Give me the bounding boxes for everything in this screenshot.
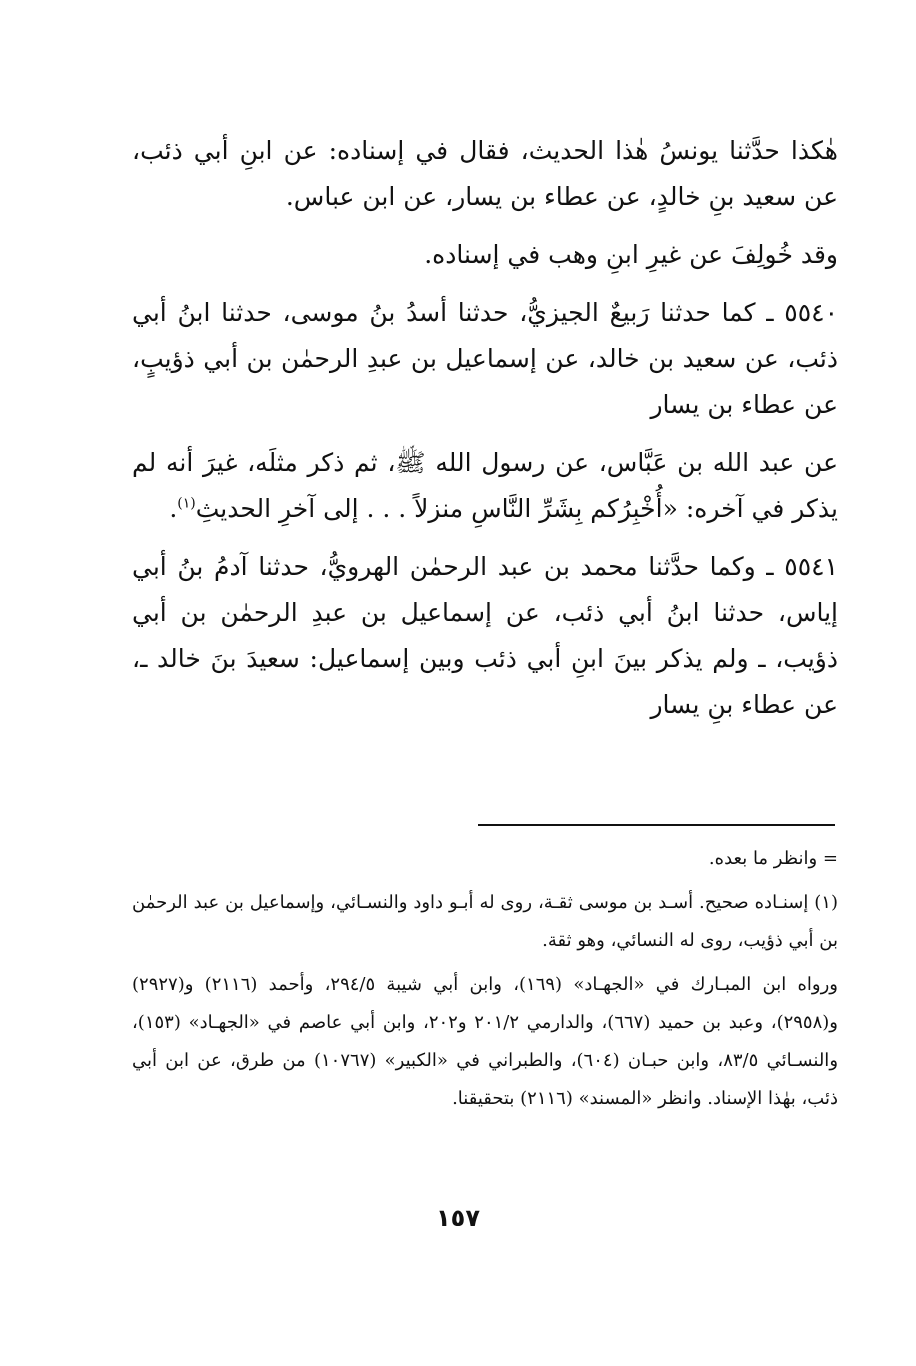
page-number: ١٥٧ xyxy=(436,1204,480,1232)
sentence-end: . xyxy=(169,494,178,523)
paragraph-intro: هٰكذا حدَّثنا يونسُ هٰذا الحديث، فقال في إسناده: عن ابنِ أبي ذئب، عن سعيد بنِ خالدٍ، عن عطاء بن يسار، عن ابن عباس. xyxy=(132,136,838,211)
paragraph-note: وقد خُولِفَ عن غيرِ ابنِ وهب في إسناده. xyxy=(424,240,838,269)
footnotes xyxy=(132,840,838,1124)
main-text xyxy=(132,128,838,740)
hadith-5541: ٥٥٤١ ـ وكما حدَّثنا محمد بن عبد الرحمٰن الهرويُّ، حدثنا آدمُ بنُ أبي إياس، حدثنا ابنُ أبي ذئب، عن إسماعيل بن عبدِ الرحمٰن بن أبي ذؤيب، ـ ولم يذكر بينَ ابنِ أبي ذئب وبين إسماعيل: سعيدَ بنَ خالد ـ، عن عطاء بنِ يسار xyxy=(132,552,838,719)
footnote-1: (١) إسنـاده صحيح. أسـد بن موسى ثقـة، روى له أبـو داود والنسـائي، وإسماعيل بن عبد الرحمٰن بن أبي ذؤيب، روى له النسائي، وهو ثقة. xyxy=(132,892,838,951)
footnote-1-sources: ورواه ابن المبـارك في «الجهـاد» (١٦٩)، وابن أبي شيبة ٢٩٤/٥، وأحمد (٢١١٦) و(٢٩٢٧) و(٢٩٥٨)، وعبد بن حميد (٦٦٧)، والدارمي ٢٠١/٢ و٢٠٢، وابن أبي عاصم في «الجهـاد» (١٥٣)، والنسـائي ٨٣/٥، وابن حبـان (٦٠٤)، والطبراني في «الكبير» (١٠٧٦٧) من طرق، عن ابن أبي ذئب، بهٰذا الإسناد. وانظر «المسند» (٢١١٦) بتحقيقنا. xyxy=(132,974,839,1109)
hadith-5540-text: عن عبد الله بن عَبَّاس، عن رسول الله ﷺ، ثم ذكر مثلَه، غيرَ أنه لم يذكر في آخره: «أُخْبِرُكم بِشَرِّ النَّاسِ منزلاً . . . إلى آخرِ الحديثِ xyxy=(132,448,838,523)
hadith-5540-continued xyxy=(132,440,838,532)
hadith-5540: ٥٥٤٠ ـ كما حدثنا رَبيعٌ الجيزيُّ، حدثنا أسدُ بنُ موسى، حدثنا ابنُ أبي ذئب، عن سعيد بن خالد، عن إسماعيل بن عبدِ الرحمٰن بن أبي ذؤيبٍ، عن عطاء بن يسار xyxy=(132,298,838,419)
footnote-continuation: = وانظر ما بعده. xyxy=(708,848,838,869)
footnote-reference: (١) xyxy=(177,495,196,512)
footnote-divider xyxy=(478,824,835,826)
